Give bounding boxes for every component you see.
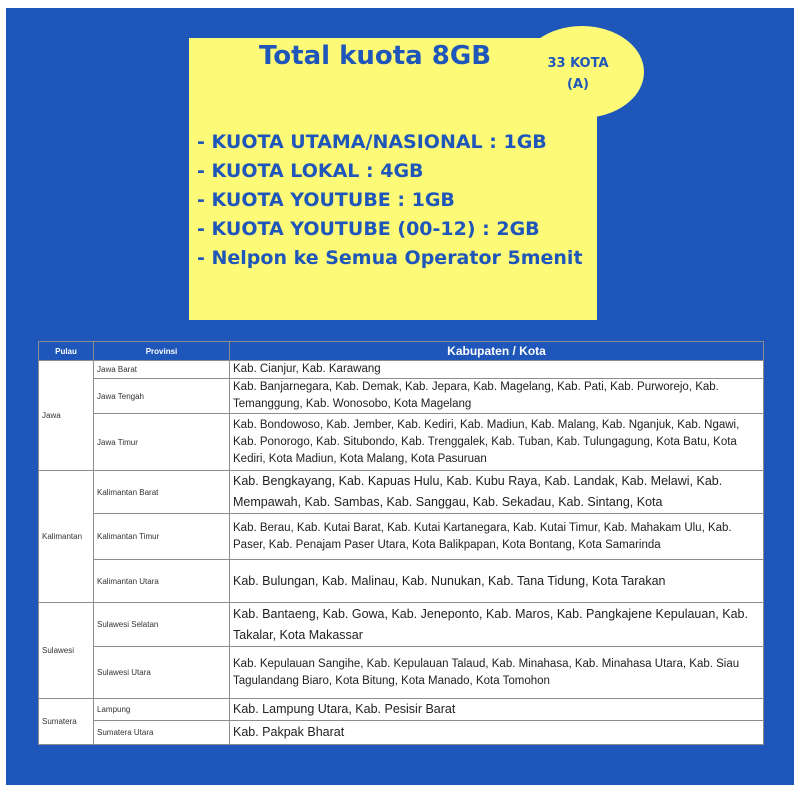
feature-main-quota: - KUOTA UTAMA/NASIONAL : 1GB xyxy=(197,131,547,153)
regency-cell: Kab. Bondowoso, Kab. Jember, Kab. Kediri, Kab. Madiun, Kab. Malang, Kab. Nganjuk, Kab. Ngawi, Kab. Ponorogo, Kab. Situbondo, Kab. Trenggalek, Kab. Tuban, Kab. Tulungagung, Kota Batu, Kota Kediri, Kota Madiun, Kota Malang, Kota Pasuruan xyxy=(230,414,764,471)
table-row xyxy=(39,379,764,414)
badge-line-variant: (A) xyxy=(567,77,589,92)
island-cell-jawa: Jawa xyxy=(39,361,94,471)
badge-line-count: 33 KOTA xyxy=(547,56,609,71)
table-row xyxy=(39,699,764,721)
table-row xyxy=(39,514,764,560)
table-row xyxy=(39,361,764,379)
regency-cell: Kab. Bantaeng, Kab. Gowa, Kab. Jeneponto, Kab. Maros, Kab. Pangkajene Kepulauan, Kab. Takalar, Kota Makassar xyxy=(230,603,764,647)
province-cell: Jawa Barat xyxy=(94,361,230,379)
regency-cell: Kab. Kepulauan Sangihe, Kab. Kepulauan Talaud, Kab. Minahasa, Kab. Minahasa Utara, Kab. Siau Tagulandang Biaro, Kota Bitung, Kota Manado, Kota Tomohon xyxy=(230,647,764,699)
table-row xyxy=(39,647,764,699)
regency-cell: Kab. Bengkayang, Kab. Kapuas Hulu, Kab. Kubu Raya, Kab. Landak, Kab. Melawi, Kab. Mempawah, Kab. Sambas, Kab. Sanggau, Kab. Sekadau, Kab. Sintang, Kota xyxy=(230,471,764,514)
header-kabupaten: Kabupaten / Kota xyxy=(230,342,764,361)
header-provinsi: Provinsi xyxy=(94,342,230,361)
province-cell: Kalimantan Timur xyxy=(94,514,230,560)
feature-youtube-quota: - KUOTA YOUTUBE : 1GB xyxy=(197,189,455,211)
regency-cell: Kab. Banjarnegara, Kab. Demak, Kab. Jepara, Kab. Magelang, Kab. Pati, Kab. Purworejo, Kab. Temanggung, Kab. Wonosobo, Kota Magelang xyxy=(230,379,764,414)
province-cell: Jawa Timur xyxy=(94,414,230,471)
quota-feature-list xyxy=(197,128,592,273)
province-cell: Jawa Tengah xyxy=(94,379,230,414)
table-row xyxy=(39,560,764,603)
promo-title: Total kuota 8GB xyxy=(259,41,492,71)
regency-cell: Kab. Pakpak Bharat xyxy=(230,721,764,745)
feature-local-quota: - KUOTA LOKAL : 4GB xyxy=(197,160,424,182)
province-cell: Sulawesi Utara xyxy=(94,647,230,699)
table-row xyxy=(39,414,764,471)
table-row xyxy=(39,721,764,745)
table-row xyxy=(39,603,764,647)
regency-cell: Kab. Berau, Kab. Kutai Barat, Kab. Kutai Kartanegara, Kab. Kutai Timur, Kab. Mahakam Ulu, Kab. Paser, Kab. Penajam Paser Utara, Kota Balikpapan, Kota Bontang, Kota Samarinda xyxy=(230,514,764,560)
feature-call-minutes: - Nelpon ke Semua Operator 5menit xyxy=(197,247,583,269)
province-cell: Sulawesi Selatan xyxy=(94,603,230,647)
province-cell: Sumatera Utara xyxy=(94,721,230,745)
island-cell-sumatera: Sumatera xyxy=(39,699,94,745)
regency-cell: Kab. Lampung Utara, Kab. Pesisir Barat xyxy=(230,699,764,721)
regency-cell: Kab. Cianjur, Kab. Karawang xyxy=(230,361,764,379)
province-cell: Kalimantan Barat xyxy=(94,471,230,514)
table-header-row xyxy=(39,342,764,361)
header-pulau: Pulau xyxy=(39,342,94,361)
coverage-table xyxy=(38,341,764,745)
province-cell: Kalimantan Utara xyxy=(94,560,230,603)
island-cell-sulawesi: Sulawesi xyxy=(39,603,94,699)
province-cell: Lampung xyxy=(94,699,230,721)
island-cell-kalimantan: Kalimantan xyxy=(39,471,94,603)
feature-youtube-night-quota: - KUOTA YOUTUBE (00-12) : 2GB xyxy=(197,218,540,240)
regency-cell: Kab. Bulungan, Kab. Malinau, Kab. Nunukan, Kab. Tana Tidung, Kota Tarakan xyxy=(230,560,764,603)
city-count-badge-text xyxy=(528,53,628,95)
table-row xyxy=(39,471,764,514)
